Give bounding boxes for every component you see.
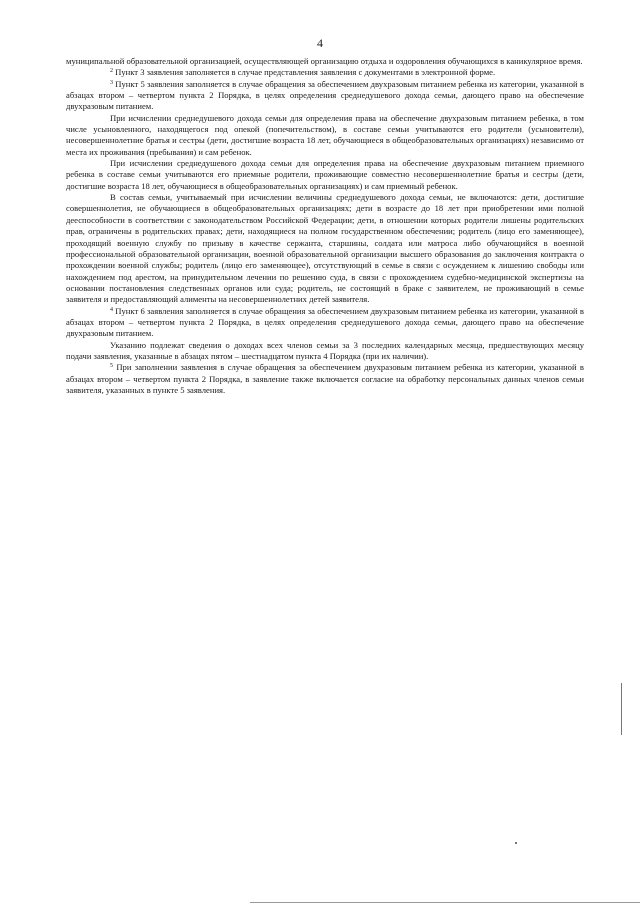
footnote-text: Пункт 5 заявления заполняется в случае обращения за обеспечением двухразовым питанием ребенка из категории, указанной в абзацах втором – четвертом пункта 2 Порядка, в целях определения среднедушевого дохода семьи, дающего право на обеспечение двухразовым питанием.	[66, 78, 584, 112]
paragraph-text: При исчислении среднедушевого дохода семьи для определения права на обеспечение двухразовым питанием приемного ребенка в составе семьи учитываются его приемные родители, проживающие совместно несовершеннолетние братья и сестры (дети, достигшие возраста 18 лет, обучающиеся в общеобразовательных организациях) и сам приемный ребенок.	[66, 158, 584, 191]
footnote-marker: 2	[110, 68, 113, 75]
paragraph-foster-child	[66, 158, 584, 192]
document-body	[66, 56, 584, 396]
paragraph-income-info	[66, 340, 584, 363]
page-number: 4	[317, 36, 323, 50]
paragraph-text: В состав семьи, учитываемый при исчислении величины среднедушевого дохода семьи, не включаются: дети, достигшие совершеннолетия, не обучающиеся в общеобразовательных организациях; дети в возрасте до 18 лет при приобретении ими полной дееспособности в соответствии с законодательством Российской Федерации; дети, в отношении которых родители лишены родительских прав, ограничены в родительских правах; дети, находящиеся на полном государственном обеспечении; родитель (лицо его заменяющее), проходящий военную службу по призыву в качестве сержанта, старшины, солдата или матроса либо обучающийся в военной профессиональной образовательной организации, военной образовательной организации высшего образования до заключения контракта о прохождении военной службы; родитель (лицо его заменяющее), отсутствующий в семье в связи с осуждением к лишению свободы или нахождением под арестом, на принудительном лечении по решению суда, в связи с прохождением судебно-медицинской экспертизы на основании постановления следственных органов или суда; родитель, не состоящий в браке с заявителем, не проживающий в семье заявителя и предоставляющий алименты на несовершеннолетних детей заявителя.	[66, 192, 584, 305]
paragraph-continuation	[66, 56, 584, 67]
footnote-text: Пункт 3 заявления заполняется в случае представления заявления с документами в электронной форме.	[113, 67, 496, 78]
footnote-2	[66, 67, 584, 78]
footnote-marker: 5	[110, 363, 113, 370]
footnote-5	[66, 362, 584, 396]
footnote-text: Пункт 6 заявления заполняется в случае обращения за обеспечением двухразовым питанием ребенка из категории, указанной в абзацах втором – четвертом пункта 2 Порядка, в целях определения среднедушевого дохода семьи, дающего право на обеспечение двухразовым питанием.	[66, 305, 584, 339]
footnote-marker: 4	[110, 306, 113, 313]
footnote-3	[66, 79, 584, 113]
paragraph-text: муниципальной образовательной организацией, осуществляющей организацию отдыха и оздоровления обучающихся в каникулярное время.	[66, 56, 583, 66]
paragraph-exclusions	[66, 192, 584, 305]
paragraph-family-composition	[66, 113, 584, 158]
paragraph-text: Указанию подлежат сведения о доходах всех членов семьи за 3 последних календарных месяца, предшествующих месяцу подачи заявления, указанные в абзацах пятом – шестнадцатом пункта 4 Порядка (при их наличии).	[66, 339, 584, 361]
paragraph-text: При исчислении среднедушевого дохода семьи для определения права на обеспечение двухразовым питанием ребенка, в том числе усыновленного, находящегося под опекой (попечительством), в составе семьи учитываются его родители (усыновители), несовершеннолетние братья и сестры (дети, достигшие возраста 18 лет, обучающиеся в общеобразовательных организациях) независимо от места их проживания (пребывания) и сам ребенок.	[66, 112, 584, 157]
scan-edge-mark	[621, 683, 622, 735]
footnote-marker: 3	[110, 79, 113, 86]
scan-bottom-rule	[250, 902, 640, 903]
footnote-4	[66, 306, 584, 340]
footnote-text: При заполнении заявления в случае обращения за обеспечением двухразовым питанием ребенка из категории, указанной в абзацах втором – четвертом пункта 2 Порядка, в заявление также включается согласие на обработку персональных данных членов семьи заявителя, указанных в пункте 5 заявления.	[66, 362, 584, 395]
scan-dot-mark	[515, 842, 517, 844]
